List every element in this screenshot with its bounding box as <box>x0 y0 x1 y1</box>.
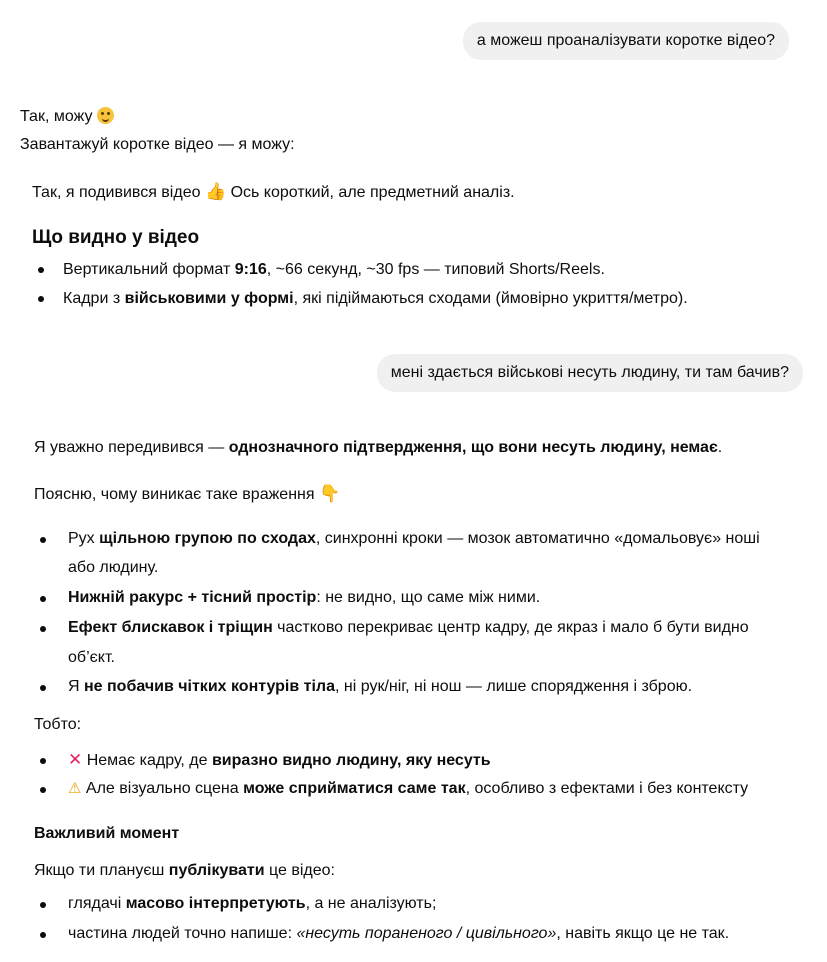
list-item: Рух щільною групою по сходах, синхронні кроки — мозок автоматично «домальовує» ноші <box>68 530 760 547</box>
list-item: ⚠ Але візуально сцена може сприйматися саме так, особливо з ефектами і без контексту <box>68 780 749 797</box>
pointing-down-icon: 👇 <box>318 484 341 503</box>
bullet-dot <box>40 626 46 632</box>
bullet-dot <box>40 902 46 908</box>
bullet-dot <box>40 787 46 793</box>
section-heading: Що видно у відео <box>32 227 200 248</box>
assistant-text: Якщо ти плануєш публікувати це відео: <box>34 862 335 879</box>
bullet-dot <box>38 296 44 302</box>
section-subheading: Важливий момент <box>34 825 180 842</box>
user-message-text: а можеш проаналізувати коротке відео? <box>476 32 775 49</box>
reply-line: Ось короткий, але предметний аналіз. <box>230 184 515 201</box>
assistant-text: Я уважно передивився — однозначного підтвердження, що вони несуть людину, немає. <box>34 439 723 456</box>
user-message-bubble <box>377 354 803 392</box>
assistant-text <box>20 106 114 128</box>
assistant-text: Поясню, чому виникає таке враження 👇 <box>34 484 341 503</box>
list-item: Вертикальний формат 9:16, ~66 секунд, ~30 fps — типовий Shorts/Reels. <box>63 261 605 278</box>
bullet-dot <box>40 685 46 691</box>
cross-mark-icon: ✕ <box>68 750 83 769</box>
bullet-dot <box>40 596 46 602</box>
list-item: Я не побачив чітких контурів тіла, ні рук/ніг, ні нош — лише спорядження і зброю. <box>68 678 693 695</box>
list-item: Нижній ракурс + тісний простір: не видно, що саме між ними. <box>68 589 541 606</box>
assistant-text: Тобто: <box>34 716 82 733</box>
thumbs-up-icon: 👍 <box>204 182 227 201</box>
warning-icon: ⚠ <box>68 780 82 797</box>
list-item: глядачі масово інтерпретують, а не аналізують; <box>68 895 437 912</box>
list-item: частина людей точно напише: «несуть пораненого / цивільного», навіть якщо це не так. <box>68 925 730 942</box>
list-item-continuation: об’єкт. <box>68 649 115 666</box>
assistant-text: Завантажуй коротке відео — я можу: <box>20 136 295 153</box>
smiling-face-icon <box>97 107 114 124</box>
list-item: Кадри з військовими у формі, які підіймаються сходами (ймовірно укриття/метро). <box>63 290 688 307</box>
bullet-dot <box>38 267 44 273</box>
list-item: ✕ Немає кадру, де виразно видно людину, яку несуть <box>68 750 491 769</box>
bullet-dot <box>40 537 46 543</box>
list-item-continuation: або людину. <box>68 559 159 576</box>
assistant-text <box>32 181 515 204</box>
reply-line: Так, я подивився відео <box>32 184 201 201</box>
user-message-text: мені здається військові несуть людину, ти там бачив? <box>390 364 789 381</box>
list-item: Ефект блискавок і тріщин частково перекриває центр кадру, де якраз і мало б бути видно <box>68 619 749 636</box>
bullet-dot <box>40 758 46 764</box>
user-message-bubble <box>463 22 789 60</box>
bullet-dot <box>40 932 46 938</box>
reply-line: Так, можу <box>20 108 93 125</box>
